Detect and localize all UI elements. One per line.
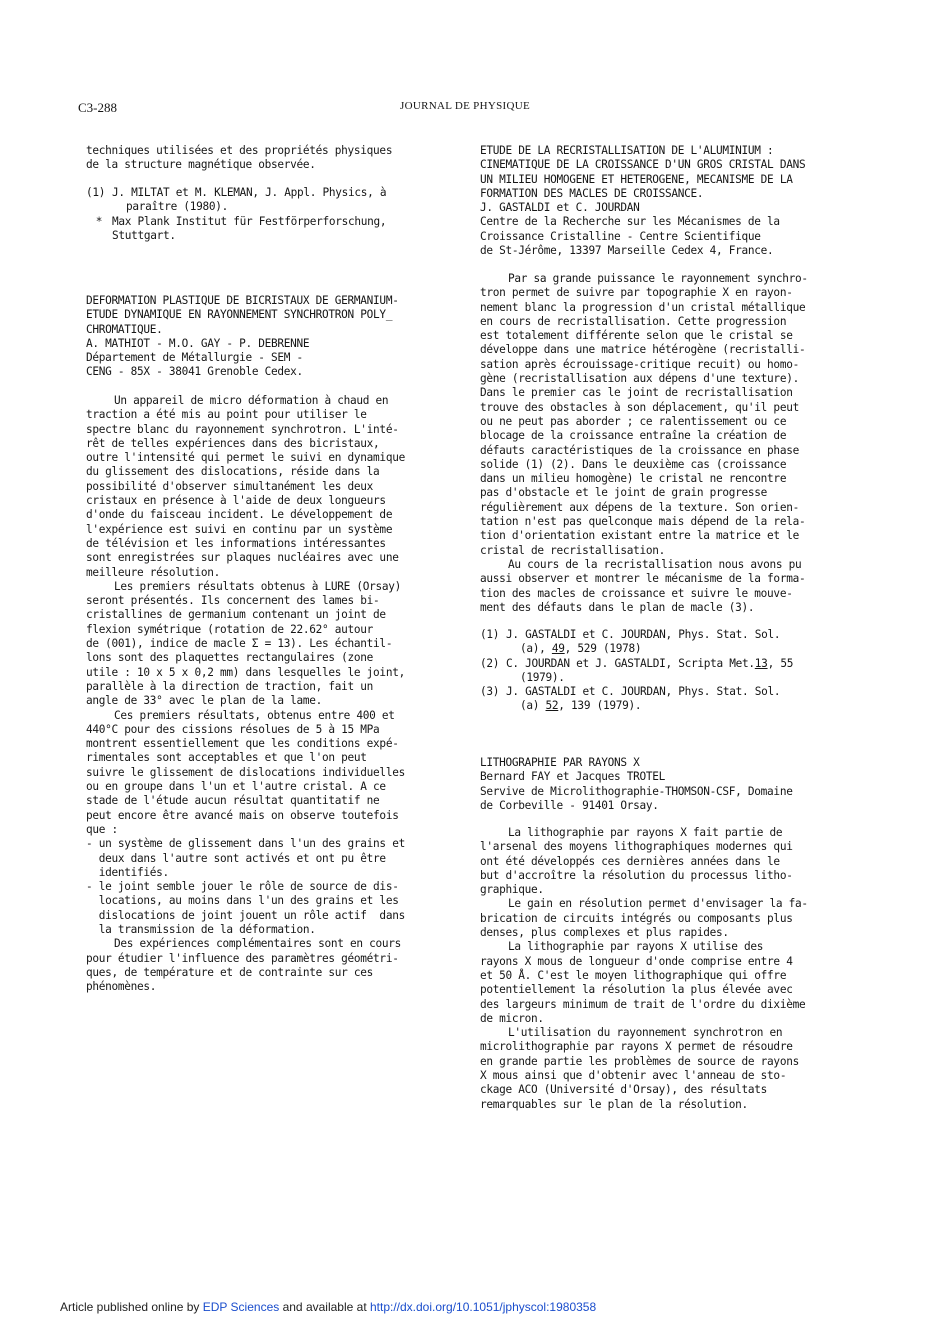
text-line: brication de circuits intégrés ou composants plus bbox=[480, 911, 793, 925]
footnote-item bbox=[86, 215, 450, 244]
text-line: en cours de recristallisation. Cette progression bbox=[480, 314, 787, 328]
text-line: Dans le premier cas le joint de recristallisation bbox=[480, 386, 793, 400]
publisher-link[interactable]: EDP Sciences bbox=[202, 1300, 280, 1314]
text-line: sation après écrouissage-critique recuit) ou homo- bbox=[480, 357, 799, 371]
text-line: denses, plus complexes et plus rapides. bbox=[480, 926, 729, 940]
text-line: est totalement différente selon que le cristal se bbox=[480, 329, 793, 343]
article-title-line: DEFORMATION PLASTIQUE DE BICRISTAUX DE GERMANIUM- bbox=[86, 294, 399, 307]
text-line: blocage de la croissance entraîne la création de bbox=[480, 429, 787, 443]
text-line: techniques utilisées et des propriétés physiques bbox=[86, 144, 393, 157]
text-line: trouve des obstacles à son déplacement, qu'il peut bbox=[480, 400, 799, 414]
text-line: Par sa grande puissance le rayonnement synchro- bbox=[508, 272, 808, 285]
publication-footer bbox=[60, 1300, 596, 1314]
article-header-recristallisation bbox=[480, 144, 850, 258]
text-line: et 50 Å. C'est le moyen lithographique qui offre bbox=[480, 968, 787, 982]
text-line: de (001), indice de macle Σ = 13). Les échantil- bbox=[86, 637, 393, 651]
text-line: stade de l'étude aucun résultat quantitatif ne bbox=[86, 794, 380, 808]
text-line: utile : 10 x 5 x 0,2 mm) dans lesquelles le joint, bbox=[86, 665, 405, 679]
bullet-line: deux dans l'autre sont activés et ont pu être bbox=[86, 851, 386, 865]
affiliation-line: CENG - 85X - 38041 Grenoble Cedex. bbox=[86, 365, 303, 379]
text-line: l'arsenal des moyens lithographiques modernes qui bbox=[480, 840, 793, 854]
article-header-lithographie bbox=[480, 756, 850, 813]
affiliation-line: de St-Jérôme, 13397 Marseille Cedex 4, France. bbox=[480, 244, 774, 258]
affiliation-line: Croissance Cristalline - Centre Scientifique bbox=[480, 229, 761, 243]
text-line: cristal de recristallisation. bbox=[480, 543, 665, 557]
journal-title: JOURNAL DE PHYSIQUE bbox=[400, 100, 530, 112]
text-line: tion d'orientation existant entre la matrice et le bbox=[480, 529, 799, 543]
text-line: rayons X mous de longueur d'onde comprise entre 4 bbox=[480, 954, 793, 968]
text-line: lons sont des plaquettes rectangulaires (zone bbox=[86, 651, 374, 665]
text-line: tron permet de suivre par topographie X en rayon- bbox=[480, 286, 793, 300]
text-line: gène (recristallisation aux dépens d'une texture). bbox=[480, 372, 799, 386]
text-line: Des expériences complémentaires sont en cours bbox=[114, 937, 402, 951]
reference-mark: (1) bbox=[480, 628, 500, 641]
text-line: développe dans une matrice hétérogène (recristalli- bbox=[480, 343, 806, 357]
article-body-recristallisation bbox=[480, 272, 850, 615]
text-line: traction a été mis au point pour utiliser le bbox=[86, 408, 367, 422]
reference-item bbox=[480, 628, 850, 657]
volume-number: 13 bbox=[754, 656, 768, 670]
text-line: Un appareil de micro déformation à chaud en bbox=[114, 394, 389, 407]
text-line: sont enregistrées sur plaques nucléaires avec une bbox=[86, 551, 399, 565]
text-line: en grande partie les problèmes de source de rayons bbox=[480, 1054, 799, 1068]
article-header-deformation bbox=[86, 294, 456, 380]
text-line: aussi observer et montrer le mécanisme de la forma- bbox=[480, 572, 806, 586]
article-body-lithographie bbox=[480, 826, 850, 1112]
text-line: des largeurs minimum de trait de l'ordre du dixième bbox=[480, 997, 806, 1011]
text-line: J. MILTAT et M. KLEMAN, J. Appl. Physics, à bbox=[112, 186, 387, 199]
text-fragment: , 529 (1978) bbox=[564, 642, 642, 656]
text-line: 440°C pour des cissions résolues de 5 à 15 MPa bbox=[86, 722, 380, 736]
text-line: de télévision et les informations intéressantes bbox=[86, 536, 386, 550]
reference-item bbox=[480, 685, 850, 714]
reference-mark: (3) bbox=[480, 685, 500, 699]
text-line: L'utilisation du rayonnement synchrotron en bbox=[508, 1026, 783, 1040]
text-fragment: (a), bbox=[520, 642, 552, 656]
volume-number: 49 bbox=[551, 642, 565, 656]
text-line: but d'accroître la résolution du processus litho- bbox=[480, 868, 793, 882]
article-title-line: ETUDE DE LA RECRISTALLISATION DE L'ALUMINIUM : bbox=[480, 144, 774, 157]
text-line: seront présentés. Ils concernent des lames bi- bbox=[86, 594, 380, 608]
text-line: cristallines de germanium contenant un joint de bbox=[86, 608, 386, 622]
article-title-line: ETUDE DYNAMIQUE EN RAYONNEMENT SYNCHROTRON POLY_ bbox=[86, 308, 393, 322]
text-line: peut encore être avancé mais on observe toutefois bbox=[86, 808, 399, 822]
article-title-line: UN MILIEU HOMOGENE ET HETEROGENE, MECANISME DE LA bbox=[480, 172, 793, 186]
text-line: La lithographie par rayons X fait partie de bbox=[508, 826, 783, 839]
text-line: Ces premiers résultats, obtenus entre 400 et bbox=[114, 708, 395, 722]
text-line: d'onde du faisceau incident. Le développement de bbox=[86, 508, 393, 522]
text-line: ou en groupe dans l'un et l'autre cristal. A ce bbox=[86, 780, 386, 794]
article-body-deformation bbox=[86, 394, 450, 994]
volume-number: 52 bbox=[545, 699, 559, 713]
text-line: solide (1) (2). Dans le deuxième cas (croissance bbox=[480, 457, 787, 471]
text-line: microlithographie par rayons X permet de résoudre bbox=[480, 1040, 793, 1054]
text-line: ques, de température et de contrainte sur ces bbox=[86, 965, 374, 979]
text-line: rêt de telles expériences dans des bicristaux, bbox=[86, 436, 380, 450]
bullet-line: la transmission de la déformation. bbox=[86, 922, 316, 936]
text-line: du glissement des dislocations, réside dans la bbox=[86, 465, 380, 479]
bullet-line: locations, au moins dans l'un des grains et les bbox=[86, 894, 399, 908]
text-line: angle de 33° avec le plan de la lame. bbox=[86, 694, 323, 708]
text-line: outre l'intensité qui permet le suivi en dynamique bbox=[86, 451, 405, 465]
text-line: ment des défauts dans le plan de macle (3). bbox=[480, 600, 755, 614]
text-line: ou ne peut pas aborder ; ce ralentissement ou ce bbox=[480, 414, 787, 428]
footer-middle: and available at bbox=[279, 1300, 370, 1314]
article-title-line: FORMATION DES MACLES DE CROISSANCE. bbox=[480, 186, 704, 200]
text-fragment: , 55 bbox=[767, 656, 794, 670]
reference-item bbox=[480, 657, 850, 686]
text-line: (1979). bbox=[520, 670, 565, 684]
text-line: meilleure résolution. bbox=[86, 565, 220, 579]
article-authors: Bernard FAY et Jacques TROTEL bbox=[480, 770, 665, 784]
text-fragment: (a) bbox=[520, 699, 546, 713]
text-line: régulièrement aux dépens de la texture. Son orien- bbox=[480, 500, 799, 514]
affiliation-line: Centre de la Recherche sur les Mécanismes de la bbox=[480, 215, 780, 229]
text-line: graphique. bbox=[480, 883, 544, 897]
text-line: flexion symétrique (rotation de 22.62° autour bbox=[86, 622, 374, 636]
text-line: Max Plank Institut für Festförperforschung, bbox=[112, 214, 387, 228]
affiliation-line: Département de Métallurgie - SEM - bbox=[86, 351, 303, 365]
text-line: potentiellement la résolution la plus élevée avec bbox=[480, 983, 793, 997]
text-line: suivre le glissement de dislocations individuelles bbox=[86, 765, 405, 779]
text-line: Le gain en résolution permet d'envisager la fa- bbox=[508, 897, 808, 911]
page-number: C3-288 bbox=[78, 100, 117, 115]
reference-mark: (2) bbox=[480, 656, 500, 670]
text-line: paraître (1980). bbox=[126, 200, 229, 214]
article-authors: A. MATHIOT - M.O. GAY - P. DEBRENNE bbox=[86, 336, 310, 350]
text-line: nement blanc la progression d'un cristal métallique bbox=[480, 300, 806, 314]
bullet-line: - le joint semble jouer le rôle de source de dis- bbox=[86, 880, 399, 894]
text-line: rimentales sont acceptables et que l'on peut bbox=[86, 751, 367, 765]
text-fragment: C. JOURDAN et J. GASTALDI, Scripta Met. bbox=[506, 656, 755, 670]
text-line: que : bbox=[86, 822, 118, 836]
article-authors: J. GASTALDI et C. JOURDAN bbox=[480, 201, 640, 215]
text-line: possibilité d'observer simultanément les deux bbox=[86, 479, 374, 493]
text-line: X mous ainsi que d'obtenir avec l'anneau de sto- bbox=[480, 1069, 787, 1083]
text-line: montrent essentiellement que les conditions expé- bbox=[86, 737, 399, 751]
text-line: tion des macles de croissance et suivre le mouve- bbox=[480, 586, 793, 600]
footnote-mark: * bbox=[95, 214, 103, 228]
text-line: J. GASTALDI et C. JOURDAN, Phys. Stat. Sol. bbox=[506, 685, 781, 699]
text-line: l'expérience est suivi en continu par un système bbox=[86, 522, 393, 536]
doi-link[interactable]: http://dx.doi.org/10.1051/jphyscol:1980358 bbox=[369, 1300, 597, 1314]
left-references bbox=[86, 186, 450, 243]
article-title-line: LITHOGRAPHIE PAR RAYONS X bbox=[480, 756, 640, 769]
text-line: dans un milieu homogène) le cristal ne rencontre bbox=[480, 472, 787, 486]
bullet-line: - un système de glissement dans l'un des grains et bbox=[86, 837, 405, 851]
article-title-line: CHROMATIQUE. bbox=[86, 322, 163, 336]
text-line: tation n'est pas quelconque mais dépend de la rela- bbox=[480, 515, 806, 529]
article-title-line: CINEMATIQUE DE LA CROISSANCE D'UN GROS CRISTAL DANS bbox=[480, 158, 806, 172]
text-line: Les premiers résultats obtenus à LURE (Orsay) bbox=[114, 579, 402, 593]
text-line: Au cours de la recristallisation nous avons pu bbox=[508, 557, 802, 571]
text-line: de micron. bbox=[480, 1011, 544, 1025]
text-line: ckage ACO (Université d'Orsay), des résultats bbox=[480, 1083, 768, 1097]
text-line: cristaux en présence à l'aide de deux longueurs bbox=[86, 494, 386, 508]
text-fragment: , 139 (1979). bbox=[558, 699, 642, 713]
affiliation-line: de Corbeville - 91401 Orsay. bbox=[480, 798, 659, 812]
text-line: ont été développés ces dernières années dans le bbox=[480, 854, 780, 868]
references-recristallisation bbox=[480, 628, 850, 714]
bullet-line: dislocations de joint jouent un rôle actif dans bbox=[86, 908, 405, 922]
text-line: défauts caractéristiques de la croissance en phase bbox=[480, 443, 799, 457]
text-line: Stuttgart. bbox=[112, 228, 176, 242]
text-line: de la structure magnétique observée. bbox=[86, 158, 316, 172]
text-line: La lithographie par rayons X utilise des bbox=[508, 940, 764, 954]
reference-mark: (1) bbox=[86, 186, 106, 199]
text-line: spectre blanc du rayonnement synchrotron. L'inté- bbox=[86, 422, 399, 436]
affiliation-line: Servive de Microlithographie-THOMSON-CSF, Domaine bbox=[480, 784, 793, 798]
text-line: remarquables sur le plan de la résolution. bbox=[480, 1097, 748, 1111]
text-line: pas d'obstacle et le joint de grain progresse bbox=[480, 486, 768, 500]
text-line: phénomènes. bbox=[86, 980, 157, 994]
reference-item bbox=[86, 186, 450, 215]
footer-prefix: Article published online by bbox=[60, 1300, 203, 1314]
bullet-line: identifiés. bbox=[86, 865, 169, 879]
left-top-text bbox=[86, 144, 450, 173]
text-line: parallèle à la direction de traction, fait un bbox=[86, 679, 374, 693]
text-line: pour étudier l'influence des paramètres géométri- bbox=[86, 951, 399, 965]
text-line: J. GASTALDI et C. JOURDAN, Phys. Stat. Sol. bbox=[506, 628, 781, 641]
